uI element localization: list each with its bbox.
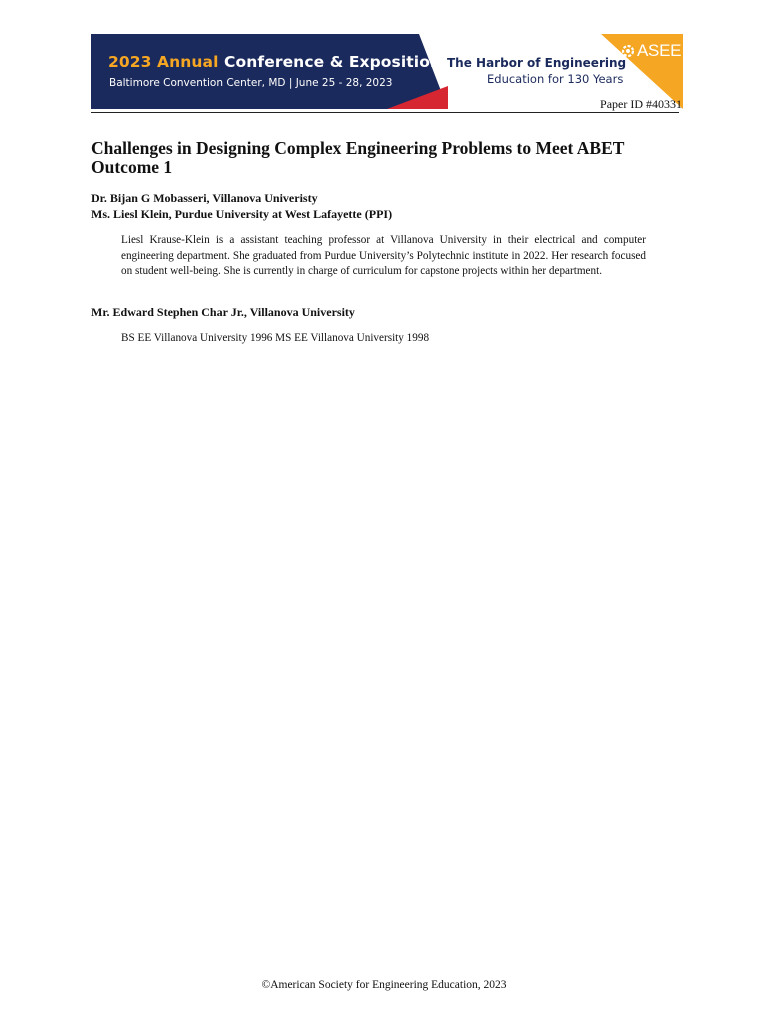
conference-title (108, 53, 441, 71)
harbor-subtitle: Education for 130 Years (487, 72, 624, 86)
author-line: Mr. Edward Stephen Char Jr., Villanova University (91, 305, 355, 319)
author-bio: Liesl Krause-Klein is a assistant teaching professor at Villanova University in their electrical and computer engineering department. She graduated from Purdue University’s Polytechnic institute in 2022. Her research focused on student well-being. She is currently in charge of curriculum for capstone projects within her department. (121, 234, 646, 277)
conference-year: 2023 Annual (108, 53, 219, 71)
header-divider (91, 112, 679, 113)
paper-id: Paper ID #40331 (600, 97, 682, 111)
conference-banner (91, 34, 683, 109)
conference-venue: Baltimore Convention Center, MD | June 25 - 28, 2023 (109, 77, 393, 89)
harbor-title: The Harbor of Engineering (447, 56, 627, 70)
asee-logo-text: ASEE (637, 41, 682, 60)
asee-gear-icon (621, 44, 635, 58)
conference-name: Conference & Exposition (224, 53, 442, 71)
asee-logo (621, 41, 681, 61)
author-line: Dr. Bijan G Mobasseri, Villanova Univeristy (91, 191, 318, 205)
author-bio: BS EE Villanova University 1996 MS EE Villanova University 1998 (121, 332, 430, 344)
paper-title: Challenges in Designing Complex Engineering Problems to Meet ABET Outcome 1 (91, 138, 625, 177)
author-line: Ms. Liesl Klein, Purdue University at West Lafayette (PPI) (91, 207, 393, 221)
banner-navy-panel (91, 34, 448, 109)
page-footer: ©American Society for Engineering Education, 2023 (261, 979, 507, 991)
